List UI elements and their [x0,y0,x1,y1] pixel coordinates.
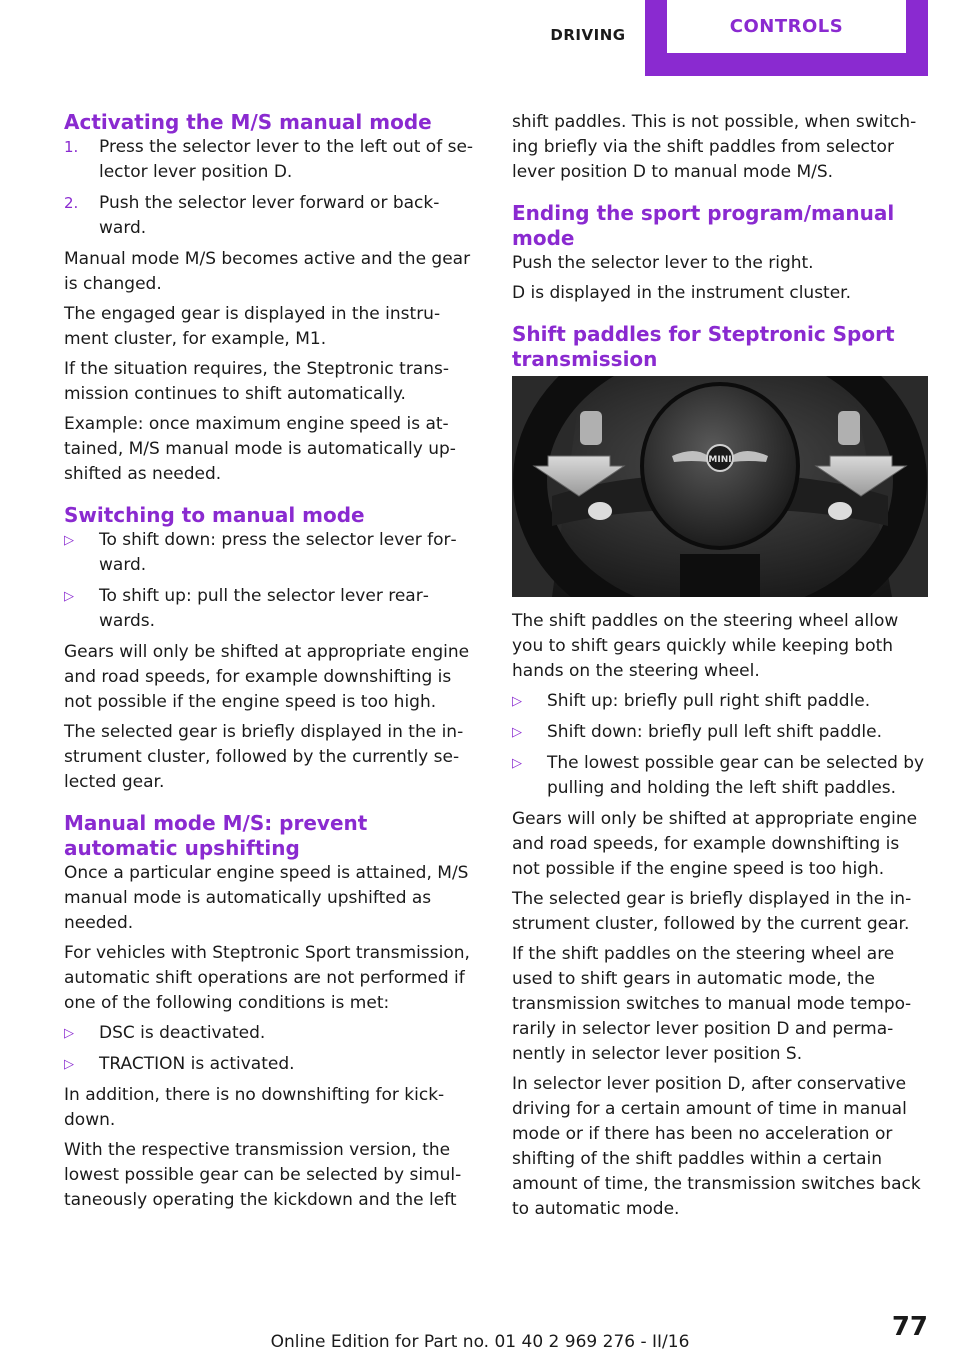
heading-prevent-upshifting: Manual mode M/S: prevent automatic upshifting [64,811,368,860]
numbered-steps [64,135,482,241]
step-text: Push the selector lever forward or back‐ward. [99,193,440,238]
paragraph: Gears will only be shifted at appropriate engine and road speeds, for example downshifting is not possible if the engine speed is too high. [64,642,470,712]
triangle-bullet-icon: ▷ [64,1026,74,1041]
list-item-text: To shift up: pull the selector lever rear‐wards. [99,586,429,631]
list-item [512,720,930,745]
list-item [512,751,930,801]
step-number: 2. [64,194,79,212]
triangle-bullet-icon: ▷ [64,533,74,548]
steering-wheel-shift-paddles-photo [512,376,928,597]
page-number: 77 [891,1312,928,1342]
list-item [64,1052,482,1077]
bullet-list [512,689,930,801]
paragraph: The engaged gear is displayed in the instru‐ment cluster, for example, M1. [64,304,441,349]
chapter-tab [645,0,928,76]
heading-ending-sport-program: Ending the sport program/manual mode [512,201,895,250]
list-item-text: DSC is deactivated. [99,1023,266,1043]
paragraph: Gears will only be shifted at appropriate engine and road speeds, for example downshifting is not possible if the engine speed is too high. [512,809,918,879]
paragraph: Once a particular engine speed is attained, M/S manual mode is automatically upshifted as needed. [64,863,469,933]
paragraph: If the shift paddles on the steering wheel are used to shift gears in automatic mode, the transmission switches to manual mode tempo‐rarily in selector lever position D and perma‐nently in selector lever position S. [512,944,912,1064]
triangle-bullet-icon: ▷ [512,725,522,740]
left-column [64,110,482,1218]
bullet-list [64,1021,482,1077]
list-item-text: Shift up: briefly pull right shift paddle. [547,691,871,711]
left-button [588,502,612,520]
paragraph: D is displayed in the instrument cluster. [512,283,852,303]
right-shift-paddle [838,411,860,445]
heading-switching-manual-mode: Switching to manual mode [64,503,365,527]
heading-activating-manual-mode: Activating the M/S manual mode [64,110,432,134]
step-1 [64,135,482,185]
list-item [512,689,930,714]
paragraph: Example: once maximum engine speed is at‐tained, M/S manual mode is automatically up‐shifted as needed. [64,414,456,484]
paragraph: If the situation requires, the Steptronic trans‐mission continues to shift automatically. [64,359,449,404]
paragraph: The shift paddles on the steering wheel allow you to shift gears quickly while keeping both hands on the steering wheel. [512,611,899,681]
right-button [828,502,852,520]
triangle-bullet-icon: ▷ [512,756,522,771]
chapter-tab-label: CONTROLS [667,0,906,53]
paragraph: The selected gear is briefly displayed in the in‐strument cluster, followed by the current gear. [512,889,912,934]
paragraph: shift paddles. This is not possible, when switch‐ing briefly via the shift paddles from selector lever position D to manual mode M/S. [512,112,917,182]
paragraph: In addition, there is no downshifting for kick‐down. [64,1085,445,1130]
bullet-list [64,528,482,634]
list-item-text: Shift down: briefly pull left shift paddle. [547,722,883,742]
step-2 [64,191,482,241]
list-item-text: To shift down: press the selector lever for‐ward. [99,530,457,575]
triangle-bullet-icon: ▷ [64,589,74,604]
steering-column [680,554,760,597]
list-item [64,584,482,634]
triangle-bullet-icon: ▷ [64,1057,74,1072]
list-item [64,1021,482,1046]
paragraph: In selector lever position D, after conservative driving for a certain amount of time in manual mode or if there has been no acceleration or shifting of the shift paddles within a certain amount of time, the transmission switches back to automatic mode. [512,1074,921,1219]
paragraph: The selected gear is briefly displayed in the in‐strument cluster, followed by the currently se‐lected gear. [64,722,464,792]
right-column [512,110,930,1227]
footer-edition: Online Edition for Part no. 01 40 2 969 276 - II/16 [270,1332,690,1352]
section-label: DRIVING [550,26,626,44]
heading-shift-paddles: Shift paddles for Steptronic Sport transmission [512,322,895,371]
list-item-text: TRACTION is activated. [99,1054,295,1074]
paragraph: For vehicles with Steptronic Sport transmission, automatic shift operations are not performed if one of the following conditions is met: [64,943,470,1013]
triangle-bullet-icon: ▷ [512,694,522,709]
paragraph: Push the selector lever to the right. [512,253,814,273]
paragraph: With the respective transmission version, the lowest possible gear can be selected by simul‐taneously operating the kickdown and the left [64,1140,462,1210]
list-item [64,528,482,578]
paragraph: Manual mode M/S becomes active and the gear is changed. [64,249,471,294]
list-item-text: The lowest possible gear can be selected by pulling and holding the left shift paddles. [547,753,925,798]
left-shift-paddle [580,411,602,445]
logo-text: MINI [708,455,732,465]
step-text: Press the selector lever to the left out of se‐lector lever position D. [99,137,474,182]
step-number: 1. [64,138,79,156]
